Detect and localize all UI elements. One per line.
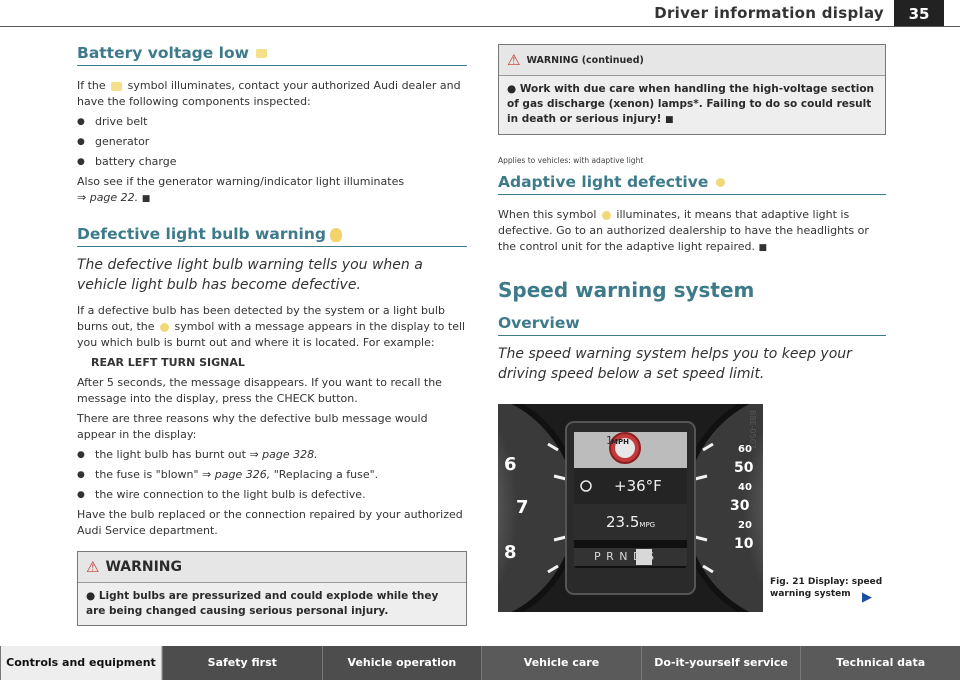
tick-label: 20 (738, 520, 752, 531)
bulb-heading: Defective light bulb warning (77, 225, 467, 247)
figure-caption: Fig. 21 Display: speed warning system (770, 577, 883, 599)
warning-body: ● Work with due care when handling the high-voltage section of gas discharge (xenon) lamps*. Failing to do so could result in death or serious injury! ■ (507, 83, 875, 125)
list-item: ● the wire connection to the light bulb is defective. (77, 487, 467, 503)
tick-label: 40 (738, 482, 752, 493)
right-column (498, 44, 886, 612)
adaptive-light-icon (716, 178, 725, 187)
page-number: 35 (894, 0, 944, 26)
warning-box (77, 551, 467, 626)
list-item: ● the light bulb has burnt out ⇒ page 328. (77, 447, 467, 463)
header-rule (0, 26, 960, 27)
bulb-para: There are three reasons why the defective bulb message would appear in the display: (77, 412, 428, 441)
tab-vehicle-operation[interactable]: Vehicle operation (322, 646, 482, 680)
list-item: ● generator (77, 134, 467, 150)
left-column (77, 44, 467, 626)
overview-heading: Overview (498, 314, 886, 336)
speed-heading: Speed warning system (498, 278, 755, 302)
tab-do-it-yourself-service[interactable]: Do-it-yourself service (641, 646, 801, 680)
mpg-readout: 23.5MPG (606, 513, 656, 531)
bulb-example: REAR LEFT TURN SIGNAL (91, 356, 245, 369)
bulb-warning-icon (160, 323, 169, 332)
end-mark-icon: ■ (665, 115, 674, 125)
applies-note: Applies to vehicles: with adaptive light (498, 156, 644, 165)
warning-box-continued (498, 44, 886, 135)
list-item: ● battery charge (77, 154, 467, 170)
warning-body: ● Light bulbs are pressurized and could explode while they are being changed causing serious personal injury. (86, 590, 439, 617)
cluster-labels (498, 404, 763, 612)
mph-label: MPH (611, 438, 629, 446)
tab-controls-and-equipment[interactable]: Controls and equipment (0, 646, 162, 680)
bulb-para: After 5 seconds, the message disappears. If you want to recall the message into the display, press the CHECK button. (77, 376, 442, 405)
adaptive-heading: Adaptive light defective (498, 173, 886, 195)
bulb-warning-icon (330, 228, 342, 242)
page-link[interactable]: ⇒ page 328. (249, 448, 318, 461)
instrument-cluster-image (498, 404, 763, 612)
tab-technical-data[interactable]: Technical data (800, 646, 960, 680)
bulb-lead: The defective light bulb warning tells you when a vehicle light bulb has become defective. (77, 257, 423, 293)
adaptive-light-icon (602, 211, 611, 220)
tick-label: 30 (730, 498, 750, 514)
gear-indicator: P R N D S (594, 550, 655, 563)
tick-label: 8 (504, 542, 517, 563)
tab-vehicle-care[interactable]: Vehicle care (481, 646, 641, 680)
battery-list (77, 114, 467, 170)
warning-header: ⚠ WARNING (78, 552, 466, 583)
bulb-para: If a defective bulb has been detected by the system or a light bulb burns out, the symbol with a message appears in the display to tell you which bulb is burnt out and where it is located. For example: (77, 304, 466, 349)
list-item: ● drive belt (77, 114, 467, 130)
warning-triangle-icon: ⚠ (86, 558, 100, 576)
adaptive-para: When this symbol illuminates, it means that adaptive light is defective. Go to an authorized dealership to have the headlights or the control unit for the adaptive light repaired. ■ (498, 208, 869, 253)
continue-arrow-icon: ▶ (862, 590, 872, 605)
page-link[interactable]: ⇒ page 326, (202, 468, 271, 481)
tick-label: 6 (504, 454, 517, 475)
tick-label: 50 (734, 460, 754, 476)
warning-triangle-icon: ⚠ (507, 51, 521, 69)
temperature-readout: +36°F (614, 477, 662, 495)
end-mark-icon: ■ (141, 194, 151, 204)
reason-list (77, 447, 467, 503)
end-mark-icon: ■ (758, 243, 767, 253)
battery-icon (111, 82, 122, 91)
figure-ref-code: B8E-0507 (748, 410, 757, 449)
tick-label: 1 (606, 434, 613, 447)
battery-also: Also see if the generator warning/indicator light illuminates ⇒ page 22. ■ (77, 175, 405, 204)
battery-heading: Battery voltage low (77, 44, 467, 66)
tick-label: 10 (734, 536, 754, 552)
warning-header: ⚠ WARNING (continued) (499, 45, 885, 76)
battery-icon (256, 49, 267, 58)
list-item: ● the fuse is "blown" ⇒ page 326, "Replacing a fuse". (77, 467, 467, 483)
tab-safety-first[interactable]: Safety first (162, 646, 322, 680)
page-link[interactable]: ⇒ page 22. (77, 191, 139, 204)
page-header (0, 0, 960, 40)
tick-label: 60 (738, 444, 752, 455)
chapter-nav (0, 646, 960, 680)
chapter-title: Driver information display (654, 4, 884, 22)
speed-lead: The speed warning system helps you to keep your driving speed below a set speed limit. (498, 346, 852, 382)
bulb-para: Have the bulb replaced or the connection repaired by your authorized Audi Service department. (77, 508, 463, 537)
figure-21 (498, 404, 886, 612)
battery-intro: If the symbol illuminates, contact your authorized Audi dealer and have the following components inspected: (77, 79, 461, 108)
tick-label: 7 (516, 497, 529, 518)
